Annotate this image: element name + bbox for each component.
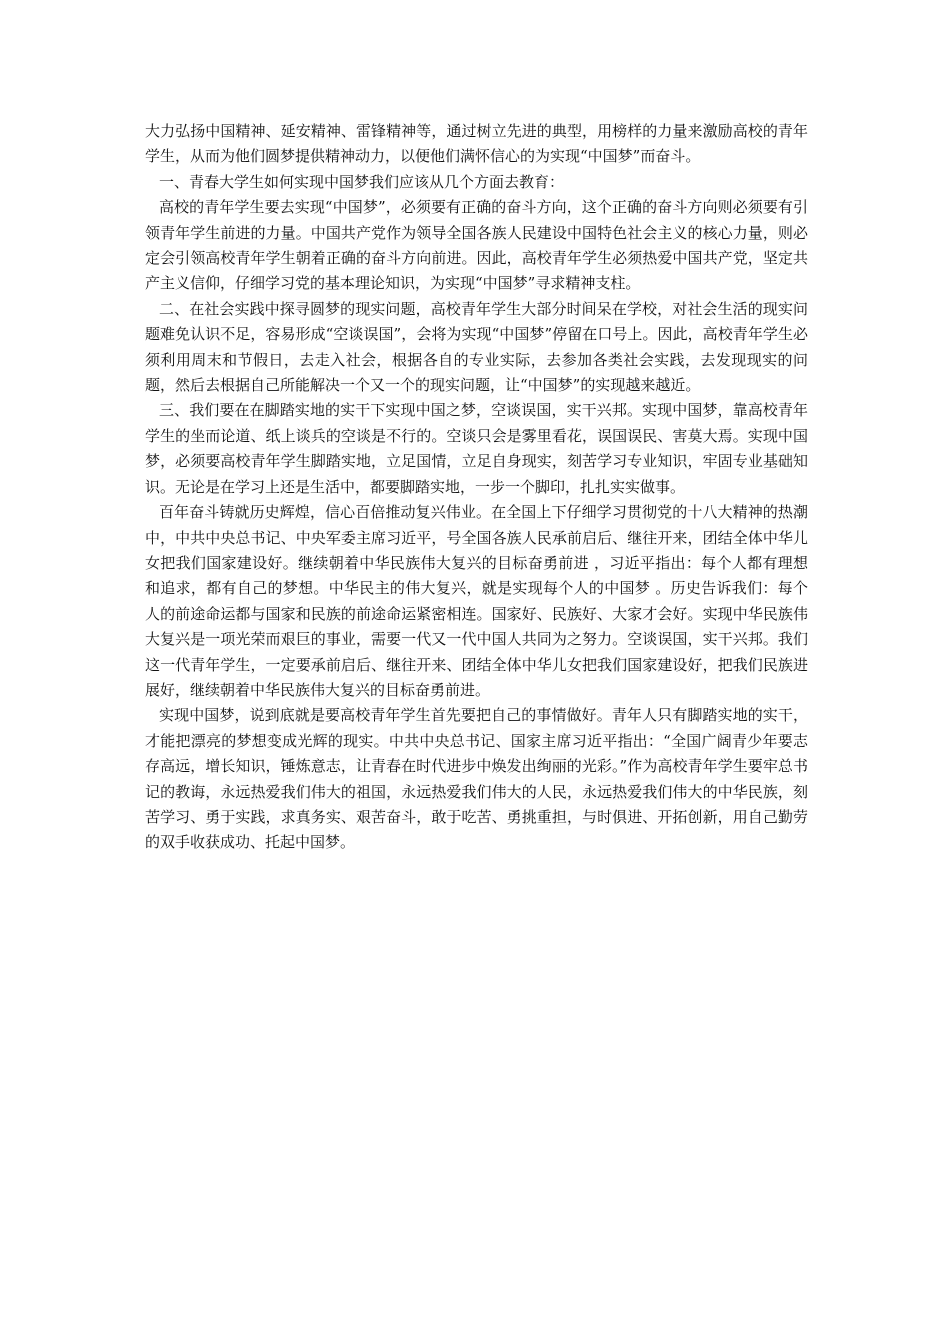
paragraph-intro-continuation: 大力弘扬中国精神、延安精神、雷锋精神等，通过树立先进的典型，用榜样的力量来激励高校的青年学生，从而为他们圆梦提供精神动力，以便他们满怀信心的为实现“中国梦”而奋斗。 — [145, 122, 808, 166]
document-body — [145, 119, 808, 856]
paragraph-century-struggle: 百年奋斗铸就历史辉煌，信心百倍推动复兴伟业。在全国上下仔细学习贯彻党的十八大精神的热潮中，中共中央总书记、中央军委主席习近平，号全国各族人民承前启后、继往开来，团结全体中华儿女把我们国家建设好。继续朝着中华民族伟大复兴的目标奋勇前进 ，习近平指出：每个人都有理想和追求，都有自己的梦想。中华民主的伟大复兴，就是实现每个人的中国梦 。历史告诉我们：每个人的前途命运都与国家和民族的前途命运紧密相连。国家好、民族好、大家才会好。实现中华民族伟大复兴是一项光荣而艰巨的事业，需要一代又一代中国人共同为之努力。空谈误国，实干兴邦。我们这一代青年学生，一定要承前启后、继往开来、团结全体中华儿女把我们国家建设好，把我们民族进展好，继续朝着中华民族伟大复兴的目标奋勇前进。 — [145, 503, 808, 699]
paragraph-party-leadership: 高校的青年学生要去实现“中国梦”，必须要有正确的奋斗方向，这个正确的奋斗方向则必须要有引领青年学生前进的力量。中国共产党作为领导全国各族人民建设中国特色社会主义的核心力量，则必定会引领高校青年学生朝着正确的奋斗方向前进。因此，高校青年学生必须热爱中国共产党，坚定共产主义信仰，仔细学习党的基本理论知识，为实现“中国梦”寻求精神支柱。 — [145, 198, 808, 293]
paragraph-section-heading: 一、青春大学生如何实现中国梦我们应该从几个方面去教育： — [159, 172, 565, 191]
paragraph-social-practice: 二、在社会实践中探寻圆梦的现实问题，高校青年学生大部分时间呆在学校，对社会生活的现实问题难免认识不足，容易形成“空谈误国”，会将为实现“中国梦”停留在口号上。因此，高校青年学生必须利用周末和节假日，去走入社会，根据各自的专业实际，去参加各类社会实践，去发现现实的问题，然后去根据自己所能解决一个又一个的现实问题，让“中国梦”的实现越来越近。 — [145, 299, 808, 395]
paragraph-practical-work: 三、我们要在在脚踏实地的实干下实现中国之梦，空谈误国，实干兴邦。实现中国梦，靠高校青年学生的坐而论道、纸上谈兵的空谈是不行的。空谈只会是雾里看花，误国误民、害莫大焉。实现中国梦，必须要高校青年学生脚踏实地，立足国情，立足自身现实，刻苦学习专业知识，牢固专业基础知识。无论是在学习上还是生活中，都要脚踏实地，一步一个脚印，扎扎实实做事。 — [145, 401, 808, 496]
paragraph-conclusion: 实现中国梦，说到底就是要高校青年学生首先要把自己的事情做好。青年人只有脚踏实地的实干，才能把漂亮的梦想变成光辉的现实。中共中央总书记、国家主席习近平指出：“全国广阔青少年要志存高远，增长知识，锤炼意志，让青春在时代进步中焕发出绚丽的光彩。”作为高校青年学生要牢总书记的教诲，永远热爱我们伟大的祖国，永远热爱我们伟大的人民，永远热爱我们伟大的中华民族，刻苦学习、勇于实践，求真务实、艰苦奋斗，敢于吃苦、勇挑重担，与时俱进、开拓创新，用自己勤劳的双手收获成功、托起中国梦。 — [145, 706, 808, 852]
